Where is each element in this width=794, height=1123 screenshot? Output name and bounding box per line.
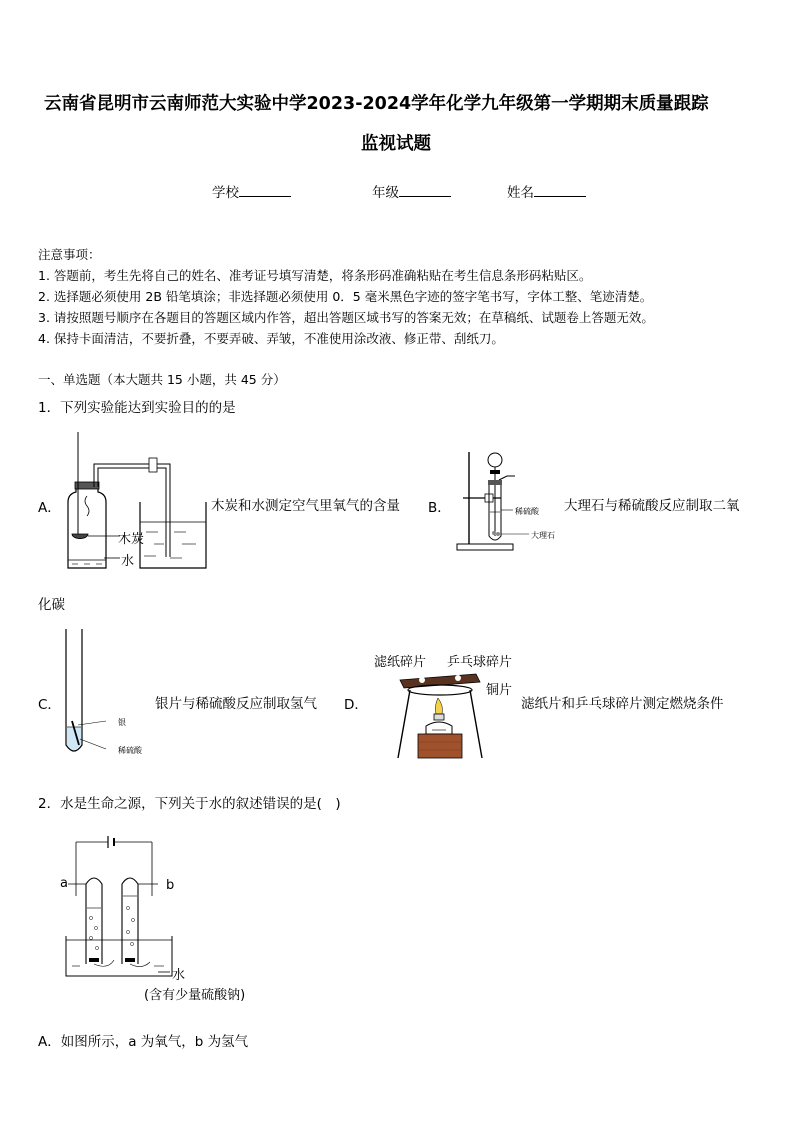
question-2-option-a: A．如图所示，a 为氧气，b 为氢气 [38,1034,249,1050]
option-a-letter: A． [38,500,61,516]
option-a-text: 木炭和水测定空气里氧气的含量 [211,498,400,514]
option-b-text: 大理石与稀硫酸反应制取二氧 [564,498,740,514]
figure-electrolysis [58,836,188,986]
name-line [534,182,586,197]
option-c-letter: C． [38,697,61,713]
notice-item-3: 3. 请按照题号顺序在各题目的答题区域内作答，超出答题区域书写的答案无效；在草稿纸、试题卷上答题无效。 [38,310,654,325]
grade-label: 年级 [372,185,399,201]
section-heading: 一、单选题（本大题共 15 小题，共 45 分） [38,372,286,387]
label-water-q2: 水 [172,968,186,983]
school-line [239,182,291,197]
notice-heading: 注意事项： [38,247,101,262]
figure-d-burner [396,668,492,764]
notice-item-1: 1. 答题前，考生先将自己的姓名、准考证号填写清楚，将条形码准确粘贴在考生信息条形码粘贴区。 [38,268,592,283]
option-c-text: 银片与稀硫酸反应制取氢气 [155,696,317,712]
question-1-stem: 1．下列实验能达到实验目的的是 [38,400,236,416]
page-title: 云南省昆明市云南师范大实验中学2023-2024学年化学九年级第一学期期末质量跟踪 [44,94,709,114]
name-label: 姓名 [507,185,534,201]
option-b-text-continued: 化碳 [38,597,65,613]
label-pingpong: 乒乓球碎片 [447,655,513,670]
label-copper: 铜片 [486,683,513,698]
option-b-letter: B． [428,500,451,516]
figure-c-test-tube [60,627,120,759]
notice-item-2: 2. 选择题必须使用 2B 铅笔填涂；非选择题必须使用 0．5 毫米黑色字迹的签字笔书写，字体工整、笔迹清楚。 [38,289,653,304]
label-charcoal: 木炭 [118,532,145,547]
question-2-stem: 2．水是生命之源，下列关于水的叙述错误的是( ) [38,796,341,812]
grade-field[interactable] [372,181,451,201]
option-d-letter: D． [344,697,368,713]
page-title-continued: 监视试题 [361,134,431,154]
school-label: 学校 [212,185,239,201]
option-d-text: 滤纸片和乒乓球碎片测定燃烧条件 [521,696,724,712]
grade-line [399,182,451,197]
school-field[interactable] [212,181,291,201]
label-silver: 银 [118,718,126,727]
label-electrode-b: b [166,878,175,893]
label-marble: 大理石 [531,531,555,540]
label-acid-c: 稀硫酸 [118,746,142,755]
notice-item-4: 4. 保持卡面清洁，不要折叠，不要弄破、弄皱，不准使用涂改液、修正带、刮纸刀。 [38,331,504,346]
label-filter-paper: 滤纸碎片 [374,655,427,670]
label-electrode-a: a [60,876,68,891]
label-water-a: 水 [121,554,135,569]
label-acid-b: 稀硫酸 [515,507,539,516]
name-field[interactable] [507,181,586,201]
label-sodium-sulfate-note: (含有少量硫酸钠) [144,988,246,1003]
